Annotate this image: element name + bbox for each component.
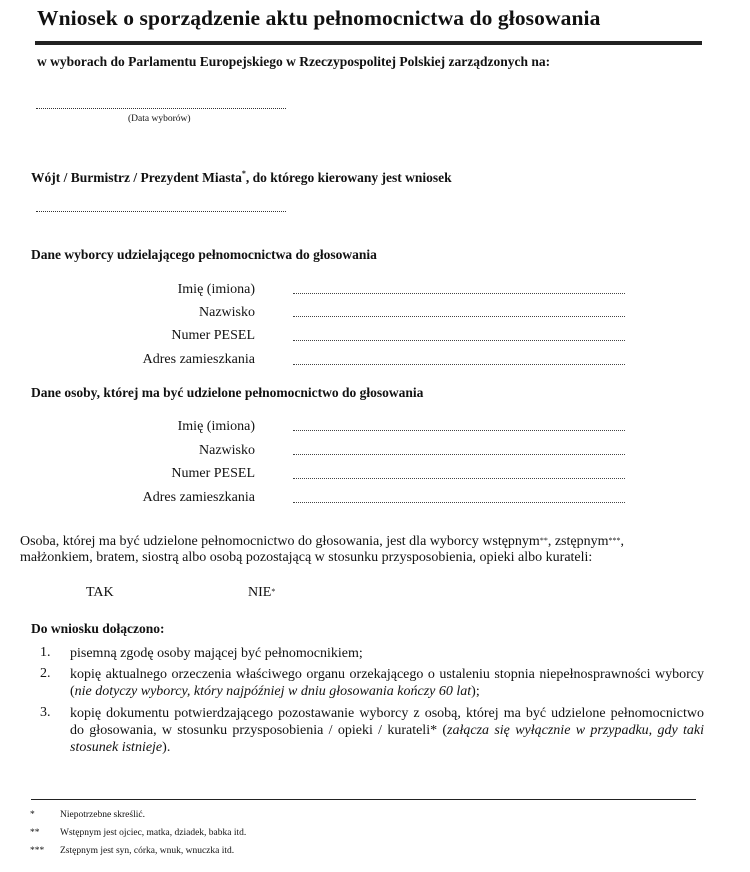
footnote-mark: ** [30, 828, 40, 838]
footnote-text: Niepotrzebne skreślić. [60, 810, 145, 820]
footnote-divider [31, 799, 696, 800]
voter-pesel-field[interactable] [293, 340, 625, 341]
footnote-mark: *** [608, 536, 621, 545]
yes-option[interactable]: TAK [86, 585, 114, 600]
proxy-last-name-field[interactable] [293, 454, 625, 455]
footnote-mark: * [271, 587, 276, 596]
attachment-item: kopię aktualnego orzeczenia właściwego organu orzekającego o ustaleniu stopnia niepełnosprawności wyborcy (nie dotyczy wyborcy, który najpóźniej w dniu głosowania kończy 60 lat); [70, 667, 704, 699]
proxy-first-name-field[interactable] [293, 430, 625, 431]
election-date-field[interactable] [36, 108, 286, 109]
attachment-item: kopię dokumentu potwierdzającego pozostawanie wyborcy z osobą, której ma być udzielone pełnomocnictwo do głosowania, w stosunku przysposobienia / opieki / kurateli* (załącza się wyłącznie w przypadku, gdy taki stosunek istnieje). [70, 706, 704, 755]
footnote-mark: * [30, 810, 35, 820]
proxy-address-field[interactable] [293, 502, 625, 503]
page-title: Wniosek o sporządzenie aktu pełnomocnictwa do głosowania [37, 6, 601, 30]
voter-address-field[interactable] [293, 364, 625, 365]
attachment-number: 1. [40, 645, 51, 660]
voter-last-name-field[interactable] [293, 316, 625, 317]
no-option[interactable]: NIE* [248, 585, 276, 600]
voter-section-heading: Dane wyborcy udzielającego pełnomocnictwa do głosowania [31, 247, 377, 262]
footnote-mark: ** [539, 536, 548, 545]
attachment-number: 3. [40, 705, 51, 720]
proxy-address-label: Adres zamieszkania [142, 490, 255, 505]
election-date-caption: (Data wyborów) [128, 114, 191, 124]
elections-line: w wyborach do Parlamentu Europejskiego w Rzeczypospolitej Polskiej zarządzonych na: [37, 54, 551, 69]
attachments-heading: Do wniosku dołączono: [31, 621, 165, 636]
footnote-text: Zstępnym jest syn, córka, wnuk, wnuczka itd. [60, 846, 235, 856]
title-divider [35, 41, 702, 45]
voter-pesel-label: Numer PESEL [171, 328, 255, 343]
relation-line-2: małżonkiem, bratem, siostrą albo osobą pozostającą w stosunku przysposobienia, opieki albo kurateli: [20, 550, 593, 565]
attachment-item: pisemną zgodę osoby mającej być pełnomocnikiem; [70, 646, 363, 661]
attachment-number: 2. [40, 666, 51, 681]
footnote-text: Wstępnym jest ojciec, matka, dziadek, babka itd. [60, 828, 247, 838]
voter-address-label: Adres zamieszkania [142, 352, 255, 367]
voter-first-name-field[interactable] [293, 293, 625, 294]
proxy-pesel-label: Numer PESEL [171, 466, 255, 481]
voter-first-name-label: Imię (imiona) [177, 282, 255, 297]
proxy-last-name-label: Nazwisko [199, 443, 255, 458]
addressee-field[interactable] [36, 211, 286, 212]
proxy-section-heading: Dane osoby, której ma być udzielone pełnomocnictwo do głosowania [31, 385, 424, 400]
addressee-label: Wójt / Burmistrz / Prezydent Miasta*, do którego kierowany jest wniosek [31, 169, 452, 185]
footnote-mark: *** [30, 846, 45, 856]
proxy-pesel-field[interactable] [293, 478, 625, 479]
proxy-first-name-label: Imię (imiona) [177, 419, 255, 434]
footnote-mark: * [241, 169, 246, 178]
relation-line-1: Osoba, której ma być udzielone pełnomocnictwo do głosowania, jest dla wyborcy wstępnym**, zstępnym***, [20, 534, 624, 549]
voter-last-name-label: Nazwisko [199, 305, 255, 320]
